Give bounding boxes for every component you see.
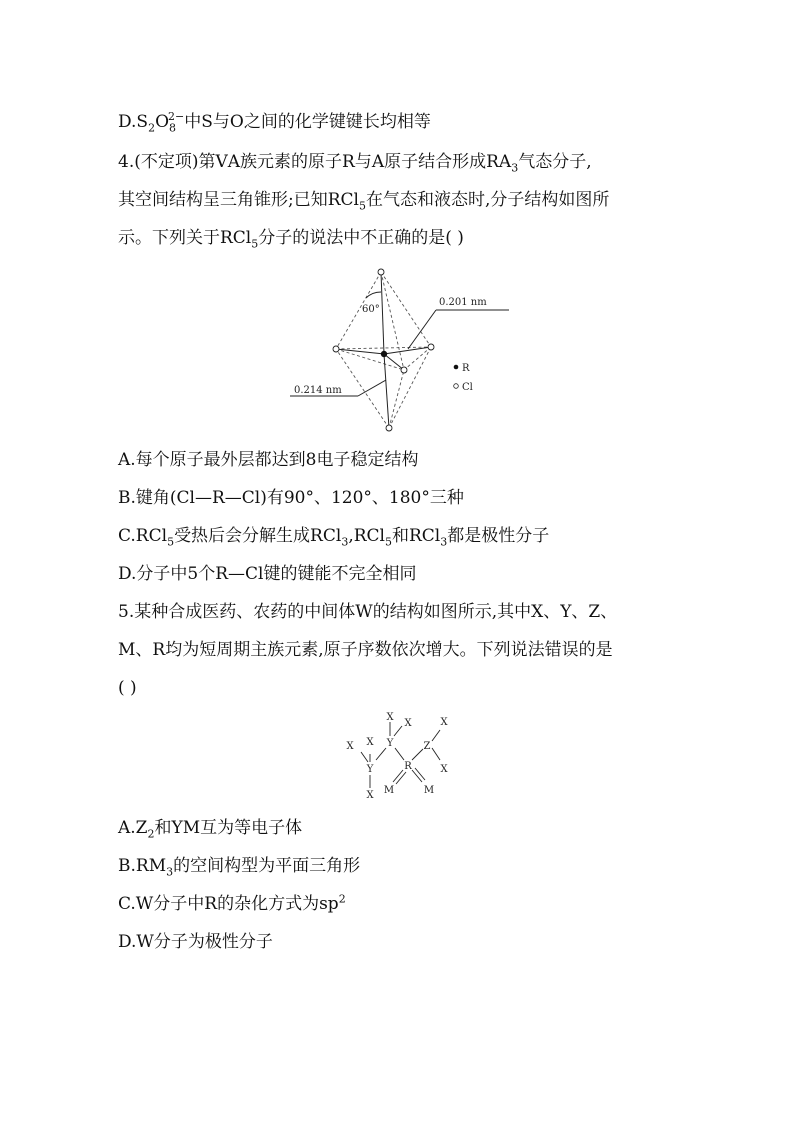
atom-m-right: M: [423, 785, 435, 796]
q5-option-c: C.W分子中R的杂化方式为$sp^2$: [118, 892, 346, 914]
q4-option-c: C.RCl$_5$受热后会分解生成RCl$_3$,RCl$_5$和RCl$_3$都是极性分子: [118, 526, 550, 549]
atom-x-left: X: [346, 741, 354, 752]
q4-stem-line1: 4.(不定项)第ⅤA族元素的原子R与A原子结合形成$RA_3$气态分子,: [118, 152, 592, 175]
q4-stem-line2: 其空间结构呈三角锥形;已知RCl$_5$在气态和液态时,分子结构如图所: [118, 190, 610, 213]
rcl5-structure-diagram: [286, 262, 526, 434]
q4-stem-line3: 示。下列关于RCl$_5$分子的说法中不正确的是( ): [118, 228, 464, 251]
q5-option-a: $A.Z_2$和YM互为等电子体: [118, 818, 303, 841]
atom-x-z-bottom: X: [440, 764, 448, 775]
q3-option-d: $D.S_2O_8^{2-}$中S与O之间的化学键键长均相等: [118, 110, 431, 135]
atom-x-z-top: X: [440, 717, 448, 728]
q4-option-d: D.分子中5个R—Cl键的键能不完全相同: [118, 564, 417, 584]
q5-stem-line2: M、R均为短周期主族元素,原子序数依次增大。下列说法错误的是: [118, 640, 613, 660]
q4-option-a: A.每个原子最外层都达到8电子稳定结构: [118, 450, 419, 470]
angle-label: 60°: [362, 304, 380, 315]
atom-y-upper: Y: [386, 738, 394, 749]
q5-stem-line3: ( ): [118, 678, 137, 698]
bond-length-label-2: 0.214 nm: [294, 385, 342, 396]
r-atom: [381, 351, 387, 357]
atom-z: Z: [423, 741, 431, 752]
bond-length-label-1: 0.201 nm: [439, 297, 487, 308]
w-structure-diagram: [340, 708, 460, 806]
atom-x-left-upper: X: [366, 737, 374, 748]
legend-cl-label: Cl: [462, 382, 473, 393]
atom-m-left: M: [383, 785, 395, 796]
q5-stem-line1: 5.某种合成医药、农药的中间体W的结构如图所示,其中X、Y、Z、: [118, 602, 618, 622]
q5-option-d: D.W分子为极性分子: [118, 932, 273, 952]
atom-x-top-right: X: [404, 718, 412, 729]
atom-y-lower: Y: [366, 764, 374, 775]
q4-option-b: B.键角(Cl—R—Cl)有90°、120°、180°三种: [118, 488, 464, 508]
atom-x-top: X: [386, 712, 394, 723]
atom-r: R: [404, 761, 412, 772]
q5-option-b: $B.RM_3$的空间构型为平面三角形: [118, 856, 361, 879]
legend-r-label: R: [462, 363, 470, 374]
atom-x-bottom: X: [366, 790, 374, 801]
legend-cl-marker: [454, 384, 459, 389]
legend-r-marker: [454, 365, 459, 370]
